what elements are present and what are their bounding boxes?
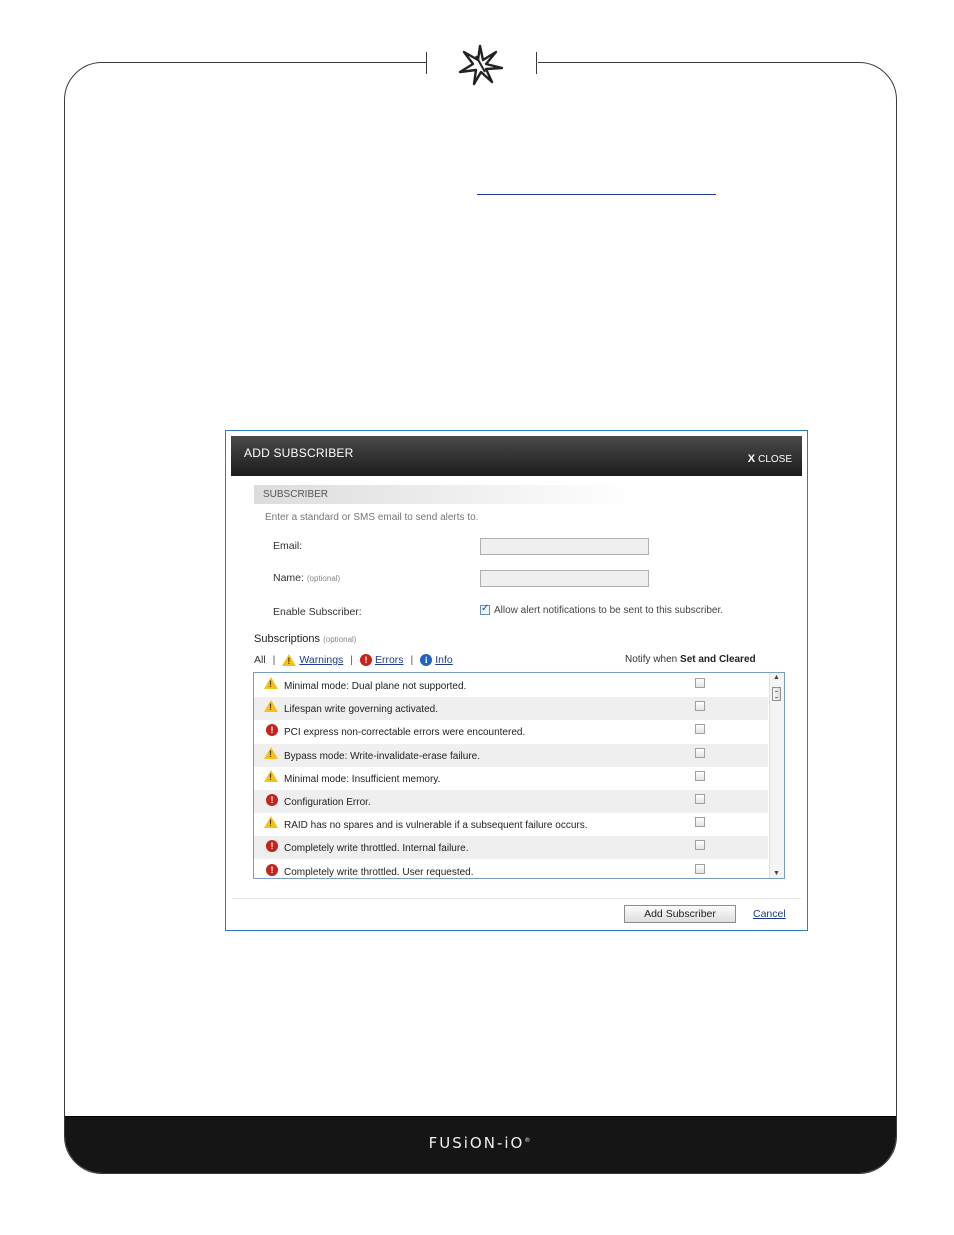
scroll-thumb[interactable] xyxy=(772,687,781,701)
subscription-label: Minimal mode: Insufficient memory. xyxy=(284,773,441,785)
page-footer xyxy=(65,1116,896,1173)
list-item[interactable] xyxy=(254,720,768,743)
notify-header: Notify when Set and Cleared xyxy=(625,654,756,665)
subscriber-section-bar xyxy=(254,485,634,504)
subscription-label: Completely write throttled. User requested. xyxy=(284,866,474,878)
notify-checkbox[interactable] xyxy=(695,817,705,827)
enable-subscriber-text: Allow alert notifications to be sent to this subscriber. xyxy=(494,605,724,616)
warning-icon xyxy=(264,677,278,689)
close-icon: X xyxy=(747,453,756,465)
scroll-up-icon[interactable]: ▲ xyxy=(773,674,780,681)
notify-checkbox[interactable] xyxy=(695,840,705,850)
footer-divider xyxy=(232,898,801,899)
list-item[interactable] xyxy=(254,697,768,720)
subscription-label: Configuration Error. xyxy=(284,797,371,808)
name-field[interactable] xyxy=(480,570,649,587)
list-item[interactable] xyxy=(254,790,768,813)
enable-subscriber-label: Enable Subscriber: xyxy=(273,606,362,618)
info-icon: i xyxy=(420,654,432,666)
list-scrollbar[interactable] xyxy=(769,673,784,878)
notify-checkbox[interactable] xyxy=(695,864,705,874)
subscription-filters: All |! Warnings | ! Errors | i Info xyxy=(254,654,453,666)
warning-icon xyxy=(264,700,278,712)
enable-subscriber-option xyxy=(480,605,723,616)
notify-checkbox[interactable] xyxy=(695,678,705,688)
subscriptions-list[interactable] xyxy=(253,672,785,879)
notify-checkbox[interactable] xyxy=(695,724,705,734)
email-field[interactable] xyxy=(480,538,649,555)
list-item[interactable] xyxy=(254,836,768,859)
error-icon: ! xyxy=(266,864,278,876)
email-hint: Enter a standard or SMS email to send alerts to. xyxy=(265,512,479,523)
scroll-down-icon[interactable]: ▼ xyxy=(773,870,780,877)
error-icon: ! xyxy=(360,654,372,666)
hyperlink-underline[interactable] xyxy=(477,194,716,195)
close-button[interactable] xyxy=(748,453,792,465)
notify-checkbox[interactable] xyxy=(695,748,705,758)
list-item[interactable] xyxy=(254,860,768,879)
error-icon: ! xyxy=(266,724,278,736)
header-tick-left xyxy=(426,52,427,74)
list-item[interactable] xyxy=(254,767,768,790)
add-subscriber-dialog xyxy=(225,430,808,931)
warning-icon xyxy=(264,747,278,759)
warning-icon xyxy=(282,654,296,666)
list-item[interactable] xyxy=(254,744,768,767)
email-label: Email: xyxy=(273,540,303,552)
filter-info-link[interactable]: Info xyxy=(435,654,453,666)
add-subscriber-button[interactable]: Add Subscriber xyxy=(624,905,736,923)
filter-all[interactable]: All xyxy=(254,654,266,666)
list-item[interactable] xyxy=(254,813,768,836)
warning-icon xyxy=(264,770,278,782)
enable-subscriber-checkbox[interactable] xyxy=(480,605,490,615)
list-item[interactable] xyxy=(254,674,768,697)
brand-star-icon xyxy=(452,42,508,88)
section-title: SUBSCRIBER xyxy=(263,489,329,500)
filter-warnings-link[interactable]: Warnings xyxy=(299,654,344,666)
cancel-link[interactable]: Cancel xyxy=(753,908,786,920)
subscription-label: Minimal mode: Dual plane not supported. xyxy=(284,681,467,692)
filter-errors-link[interactable]: Errors xyxy=(374,654,404,666)
dialog-title: ADD SUBSCRIBER xyxy=(244,446,354,460)
name-label: Name: (optional) xyxy=(273,572,341,584)
close-label: CLOSE xyxy=(758,454,792,465)
notify-checkbox[interactable] xyxy=(695,771,705,781)
error-icon: ! xyxy=(266,794,278,806)
subscription-label: PCI express non-correctable errors were encountered. xyxy=(284,727,526,739)
subscription-label: Lifespan write governing activated. xyxy=(284,704,438,716)
notify-checkbox[interactable] xyxy=(695,794,705,804)
notify-checkbox[interactable] xyxy=(695,701,705,711)
subscriptions-title: Subscriptions (optional) xyxy=(254,633,357,645)
footer-brand-logo: FUSiON-iO® xyxy=(428,1134,533,1152)
header-tick-right xyxy=(536,52,537,74)
subscription-label: Bypass mode: Write-invalidate-erase failure. xyxy=(284,750,481,762)
dialog-header xyxy=(231,436,802,476)
subscription-label: Completely write throttled. Internal failure. xyxy=(284,843,469,855)
warning-icon xyxy=(264,816,278,828)
error-icon: ! xyxy=(266,840,278,852)
subscription-label: RAID has no spares and is vulnerable if a subsequent failure occurs. xyxy=(284,820,588,832)
